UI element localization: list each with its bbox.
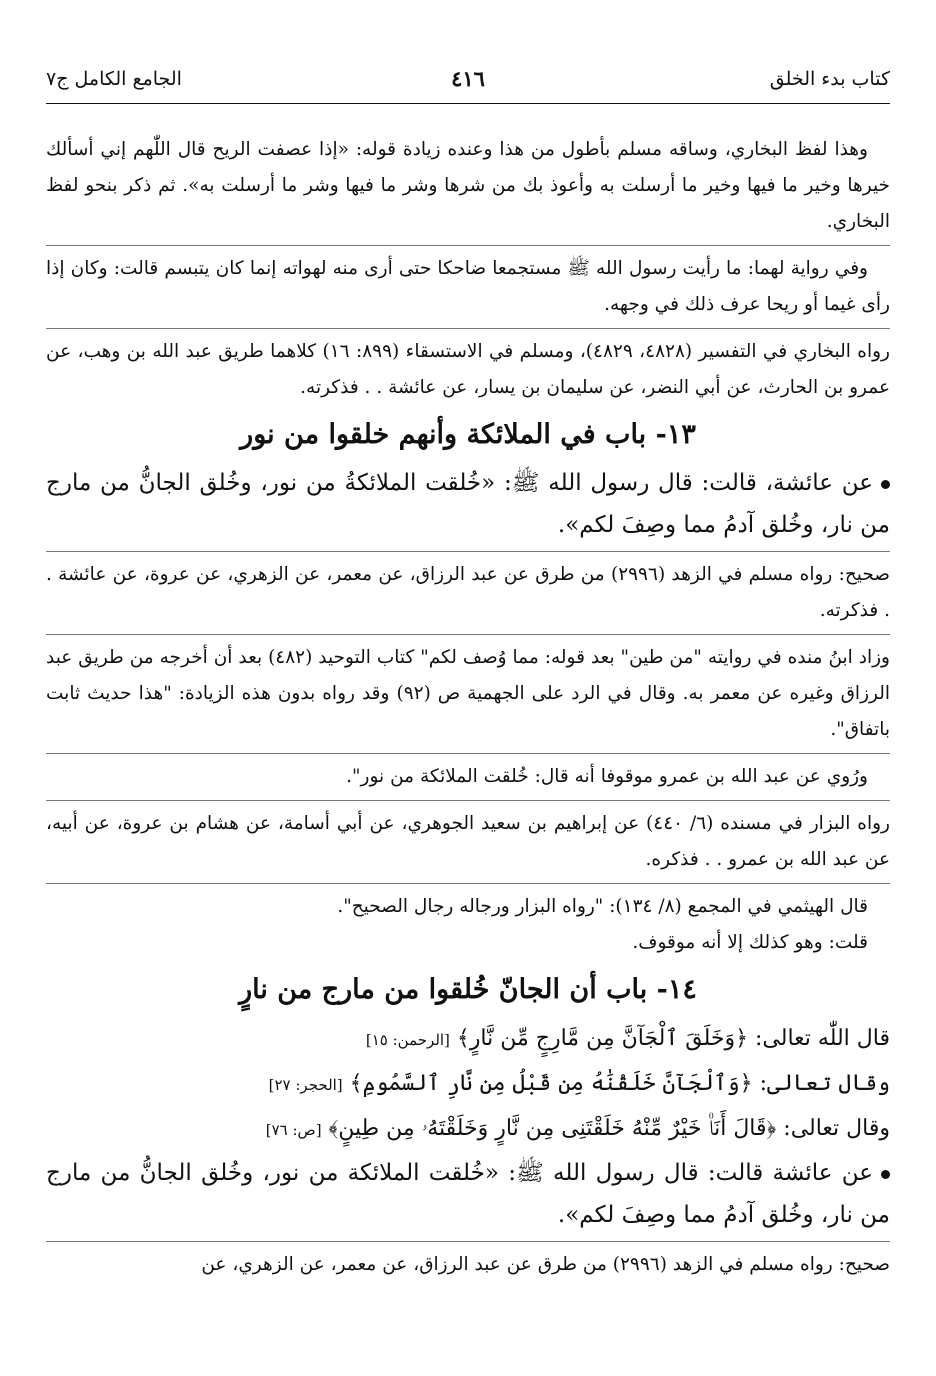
separator bbox=[46, 883, 890, 884]
bullet-icon bbox=[881, 480, 890, 489]
chapter-heading-14: ١٤- باب أن الجانّ خُلقوا من مارج من نارٍ bbox=[239, 974, 697, 1005]
hadith-14-text: عن عائشة قالت: قال رسول الله ﷺ: «خُلقت الملائكة من نور، وخُلق الجانُّ من مارج من نار، وخُلق آدمُ مما وصِفَ لكم». bbox=[46, 1160, 890, 1228]
chapter-heading-13: ١٣- باب في الملائكة وأنهم خلقوا من نور bbox=[240, 419, 696, 450]
hadith-14 bbox=[46, 1152, 890, 1236]
separator bbox=[46, 634, 890, 635]
page-content bbox=[46, 132, 890, 1283]
verse-1 bbox=[46, 1017, 890, 1062]
book-page bbox=[46, 0, 890, 1376]
verse-3-ref: [ص: ٧٦] bbox=[265, 1121, 322, 1139]
paragraph-5: وزاد ابنُ منده في روايته "من طين" بعد قوله: مما وُصف لكم" كتاب التوحيد (٤٨٢) بعد أن أخرجه من طريق عبد الرزاق وغيره عن معمر به. وقال في الرد على الجهمية ص (٩٢) وقد رواه بدون هذه الزيادة: "هذا حديث ثابت باتفاق". bbox=[46, 647, 890, 740]
verse-1-text: ﴿وَخَلَقَ ٱلْجَآنَّ مِن مَّارِجٍ مِّن نَّارٍ﴾ bbox=[456, 1026, 749, 1051]
separator bbox=[46, 551, 890, 552]
verse-2-ref: [الحجر: ٢٧] bbox=[268, 1076, 343, 1094]
paragraph-6: ورُوي عن عبد الله بن عمرو موقوفا أنه قال: خُلقت الملائكة من نور". bbox=[346, 766, 868, 787]
verse-3-lead: وقال تعالى: bbox=[783, 1116, 890, 1141]
paragraph-7: رواه البزار في مسنده (٦/ ٤٤٠) عن إبراهيم بن سعيد الجوهري، عن أبي أسامة، عن هشام بن عروة، عن أبيه، عن عبد الله بن عمرو . . فذكره. bbox=[46, 813, 890, 870]
paragraph-3: رواه البخاري في التفسير (٤٨٢٨، ٤٨٢٩)، ومسلم في الاستسقاء (٨٩٩: ١٦) كلاهما طريق عبد الله بن وهب، عن عمرو بن الحارث، عن أبي النضر، عن سليمان بن يسار، عن عائشة . . فذكرته. bbox=[46, 341, 890, 398]
verse-3-text: ﴿قَالَ أَنَا۠ خَيْرٌ مِّنْهُ خَلَقْتَنِى مِن نَّارٍ وَخَلَقْتَهُۥ مِن طِينٍ﴾ bbox=[328, 1116, 777, 1141]
page-header bbox=[46, 62, 890, 102]
paragraph-8: قال الهيثمي في المجمع (٨/ ١٣٤): "رواه البزار ورجاله رجال الصحيح". bbox=[337, 896, 868, 917]
header-rule bbox=[46, 103, 890, 104]
separator bbox=[46, 1241, 890, 1242]
verse-2-text: ﴿وَٱلْجَآنَّ خَلَقْنَٰهُ مِن قَبْلُ مِن نَّارِ ٱلسَّمُومِ﴾ bbox=[349, 1071, 753, 1096]
separator bbox=[46, 328, 890, 329]
paragraph-4: صحيح: رواه مسلم في الزهد (٢٩٩٦) من طرق عن عبد الرزاق، عن معمر، عن الزهري، عن عروة، عن عائشة . . فذكرته. bbox=[46, 564, 890, 621]
paragraph-2: وفي رواية لهما: ما رأيت رسول الله ﷺ مستجمعا ضاحكا حتى أرى منه لهواته إنما كان يتبسم قالت: وكان إذا رأى غيما أو ريحا عرف ذلك في وجهه. bbox=[46, 258, 890, 315]
verse-3 bbox=[46, 1107, 890, 1152]
verse-1-ref: [الرحمن: ١٥] bbox=[365, 1031, 450, 1049]
verse-2-lead: وقال تعالى: bbox=[759, 1071, 890, 1096]
paragraph-1: وهذا لفظ البخاري، وساقه مسلم بأطول من هذا وعنده زيادة قوله: «إذا عصفت الريح قال اللّٰهم إني أسألك خيرها وخير ما فيها وخير ما أرسلت به وأعوذ بك من شرها وشر ما فيها وشر ما أرسلت به». ثم ذكر بنحو لفظ البخاري. bbox=[46, 139, 890, 232]
header-book-title: الجامع الكامل ج٧ bbox=[46, 68, 182, 90]
paragraph-10: صحيح: رواه مسلم في الزهد (٢٩٩٦) من طرق عن عبد الرزاق، عن معمر، عن الزهري، عن bbox=[201, 1254, 890, 1275]
verse-2 bbox=[46, 1062, 890, 1107]
separator bbox=[46, 245, 890, 246]
separator bbox=[46, 800, 890, 801]
separator bbox=[46, 753, 890, 754]
hadith-13-text: عن عائشة، قالت: قال رسول الله ﷺ: «خُلقت الملائكةُ من نور، وخُلق الجانُّ من مارج من نار، وخُلق آدمُ مما وصِفَ لكم». bbox=[46, 470, 890, 538]
hadith-13 bbox=[46, 462, 890, 546]
paragraph-9: قلت: وهو كذلك إلا أنه موقوف. bbox=[632, 932, 868, 953]
verse-1-lead: قال اللّٰه تعالى: bbox=[755, 1026, 890, 1051]
page-number: ٤١٦ bbox=[451, 66, 485, 91]
bullet-icon bbox=[881, 1170, 890, 1179]
header-book-section: كتاب بدء الخلق bbox=[769, 68, 890, 90]
